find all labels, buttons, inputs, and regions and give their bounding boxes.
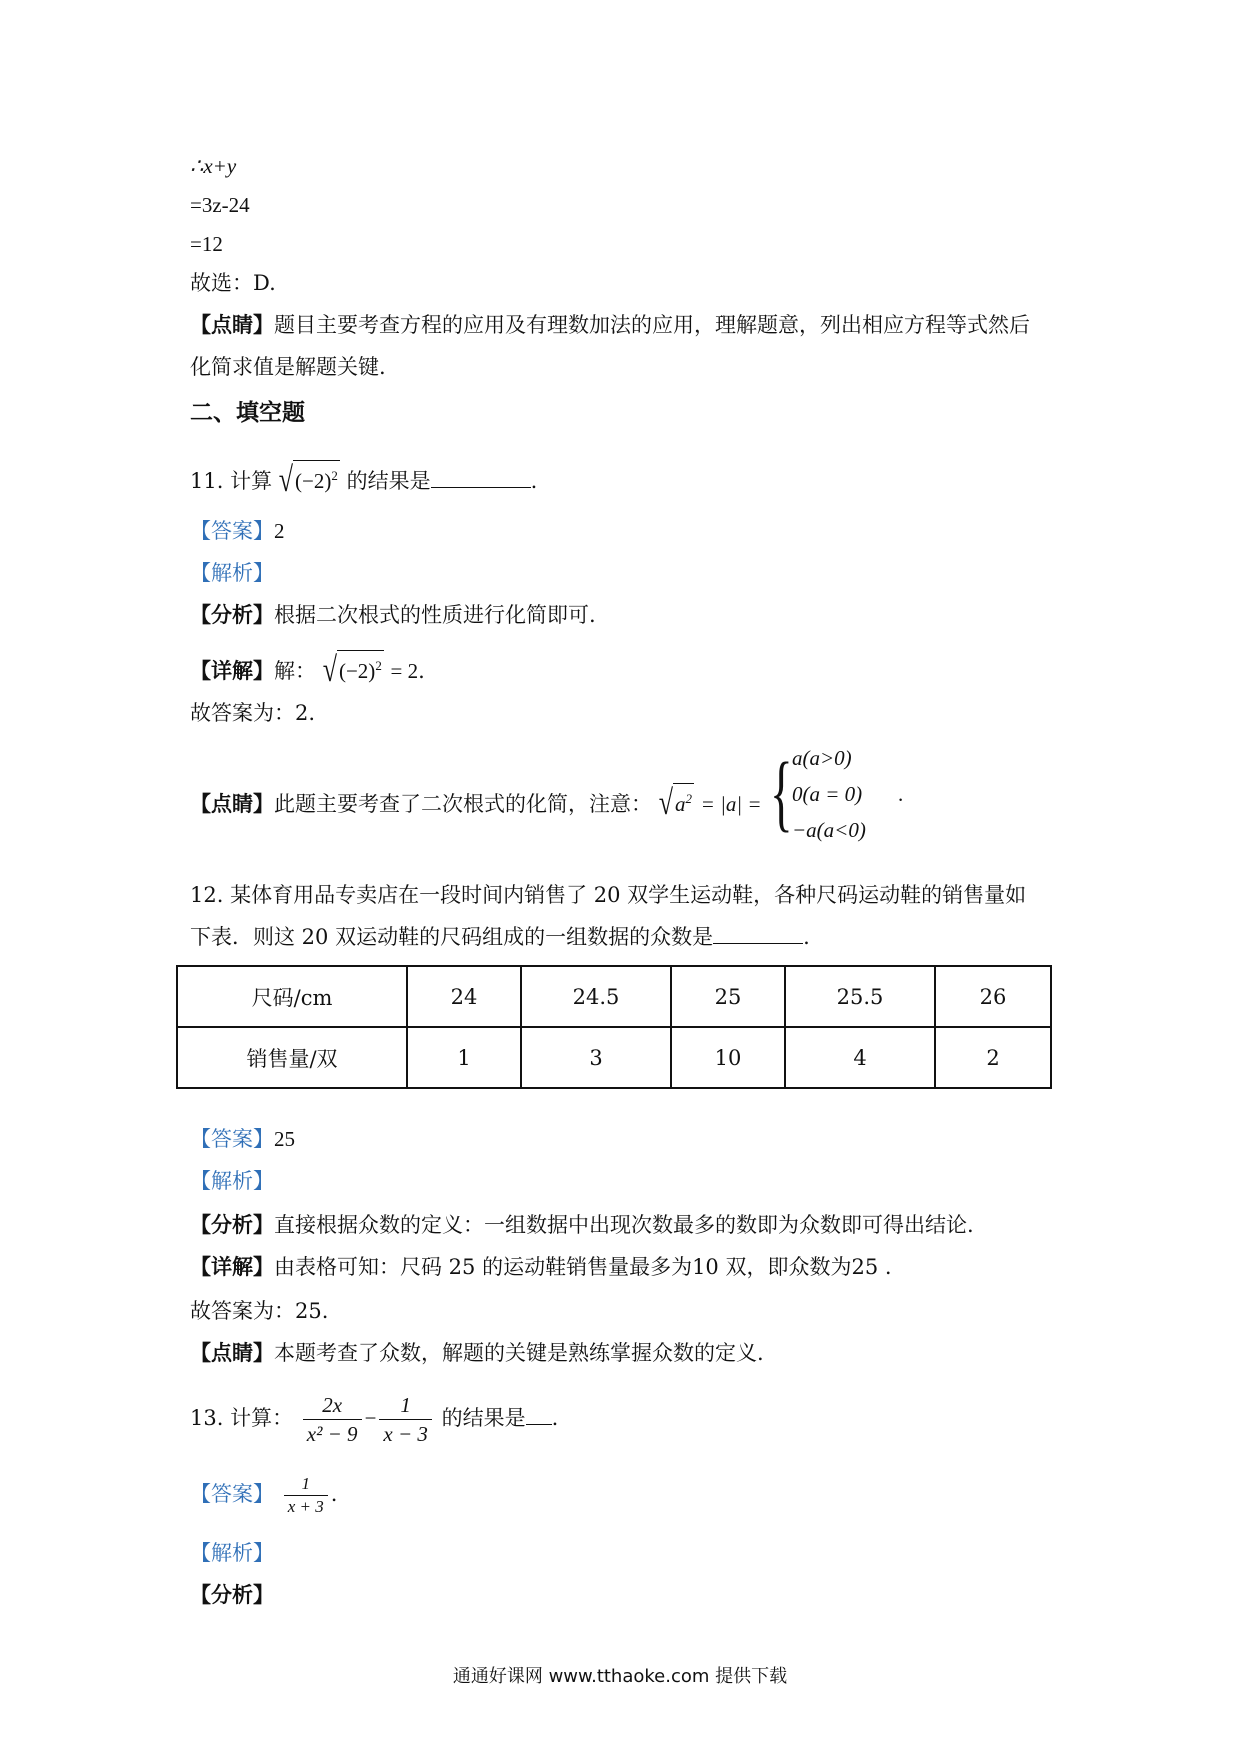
tag-xiangjie: 【详解】 [190,658,274,683]
shoe-size-table [176,965,1052,1089]
minus-sign: − [364,1406,377,1430]
end-mark: . [418,659,425,683]
tag-jiexi: 【解析】 [190,1169,274,1193]
q13-suffix: 的结果是 [441,1406,526,1430]
sqrt-expression: $√(-2)^2$ [322,649,382,689]
end-mark: . [803,925,810,949]
analysis-text: 根据二次根式的性质进行化简即可. [274,603,596,627]
table-cell: 25.5 [785,966,935,1027]
q12-text: 下表．则这 20 双运动鞋的尺码组成的一组数据的众数是 [190,925,714,949]
analysis-text: 直接根据众数的定义：一组数据中出现次数最多的数即为众数即可得出结论. [274,1213,974,1237]
analysis-line [190,600,596,630]
conclusion-line: 故答案为：2. [190,701,316,725]
question-12-line2 [190,922,810,952]
detail-prefix: 解： [274,659,316,683]
frac-denominator: x + 3 [284,1495,328,1518]
choice-line: 故选：D. [190,271,276,295]
note-line [190,782,762,822]
comment-line: 化简求值是解题关键. [190,355,386,379]
radicand: (−2) [295,469,332,493]
note-text: 本题考查了众数，解题的关键是熟练掌握众数的定义. [274,1341,764,1365]
therefore-text: ∴x+y [190,154,237,178]
detail-equals: = 2 [390,659,419,683]
sqrt-a-squared: $√a^2$ [658,782,692,822]
q11-prefix: 11. 计算 [190,469,273,493]
table-row [177,966,1051,1027]
tag-xiangjie: 【详解】 [190,1254,274,1279]
tag-fenxi: 【分析】 [190,602,274,627]
frac-denominator: x² − 9 [303,1419,362,1448]
fraction-2 [379,1391,432,1448]
answer-value: 2 [274,519,285,543]
detail-text: 由表格可知：尺码 25 的运动鞋销售量最多为10 双，即众数为25 . [274,1255,892,1279]
fraction-1 [303,1391,362,1448]
frac-denominator: x − 3 [379,1419,432,1448]
detail-line [190,649,425,689]
tag-answer: 【答案】 [190,519,274,543]
note-line [190,1338,764,1368]
page-footer: 通通好课网 www.tthaoke.com 提供下载 [452,1666,788,1687]
q13-prefix: 13. 计算： [190,1406,294,1430]
tag-answer: 【答案】 [190,1127,274,1151]
question-12-line1: 12. 某体育用品专卖店在一段时间内销售了 20 双学生运动鞋，各种尺码运动鞋的销售量如 [190,883,1027,907]
radicand: (−2) [338,659,376,683]
section-title: 二、填空题 [190,400,305,426]
abs-formula: = |a| = [700,792,762,816]
sqrt-expression: $√(-2)^2$ [278,459,338,499]
conclusion-line: 故答案为：25. [190,1299,329,1323]
end-mark: . [330,1482,338,1506]
exponent: 2 [331,468,338,483]
case-3: −a(a<0) [792,818,866,842]
end-mark: . [530,469,538,493]
table-cell: 10 [671,1027,785,1088]
equation-line: =3z-24 [190,193,250,217]
frac-numerator: 1 [301,1474,310,1493]
answer-blank [713,923,803,944]
table-cell: 1 [407,1027,521,1088]
tag-jiexi: 【解析】 [190,561,274,585]
frac-numerator: 1 [400,1393,411,1417]
answer-line [190,1468,337,1520]
table-cell: 26 [935,966,1051,1027]
row-header: 销售量/双 [177,1027,407,1088]
answer-blank [431,467,531,488]
table-cell: 2 [935,1027,1051,1088]
q11-suffix: 的结果是 [346,469,431,493]
left-brace: { [770,744,793,840]
table-cell: 25 [671,966,785,1027]
tag-fenxi: 【分析】 [190,1582,274,1607]
formula-end: . [898,782,904,806]
equation-line: =12 [190,232,223,256]
tag-dianjing: 【点睛】 [190,1340,274,1365]
tag-answer: 【答案】 [190,1482,274,1506]
note-text: 此题主要考查了二次根式的化简，注意： [274,792,652,816]
question-11 [190,459,538,499]
table-cell: 3 [521,1027,671,1088]
answer-value: 25 [274,1127,295,1151]
case-2: 0(a = 0) [792,782,863,806]
comment-line [190,310,1030,340]
tag-jiexi: 【解析】 [190,1541,274,1565]
answer-line [190,516,285,546]
row-header: 尺码/cm [177,966,407,1027]
end-mark: . [551,1406,559,1430]
table-row [177,1027,1051,1088]
comment-text: 题目主要考查方程的应用及有理数加法的应用，理解题意，列出相应方程等式然后 [274,313,1030,337]
therefore-line [190,151,236,181]
table-cell: 24.5 [521,966,671,1027]
answer-line [190,1124,295,1154]
detail-line [190,1252,892,1282]
tag-dianjing: 【点睛】 [190,312,274,337]
table-cell: 4 [785,1027,935,1088]
tag-fenxi: 【分析】 [190,1212,274,1237]
table-cell: 24 [407,966,521,1027]
case-1: a(a>0) [792,746,852,770]
question-13 [190,1388,558,1448]
exponent: 2 [375,658,382,673]
tag-dianjing: 【点睛】 [190,791,274,816]
frac-numerator: 2x [322,1393,343,1417]
answer-fraction [284,1473,328,1518]
analysis-line [190,1210,974,1240]
answer-blank [526,1404,552,1425]
